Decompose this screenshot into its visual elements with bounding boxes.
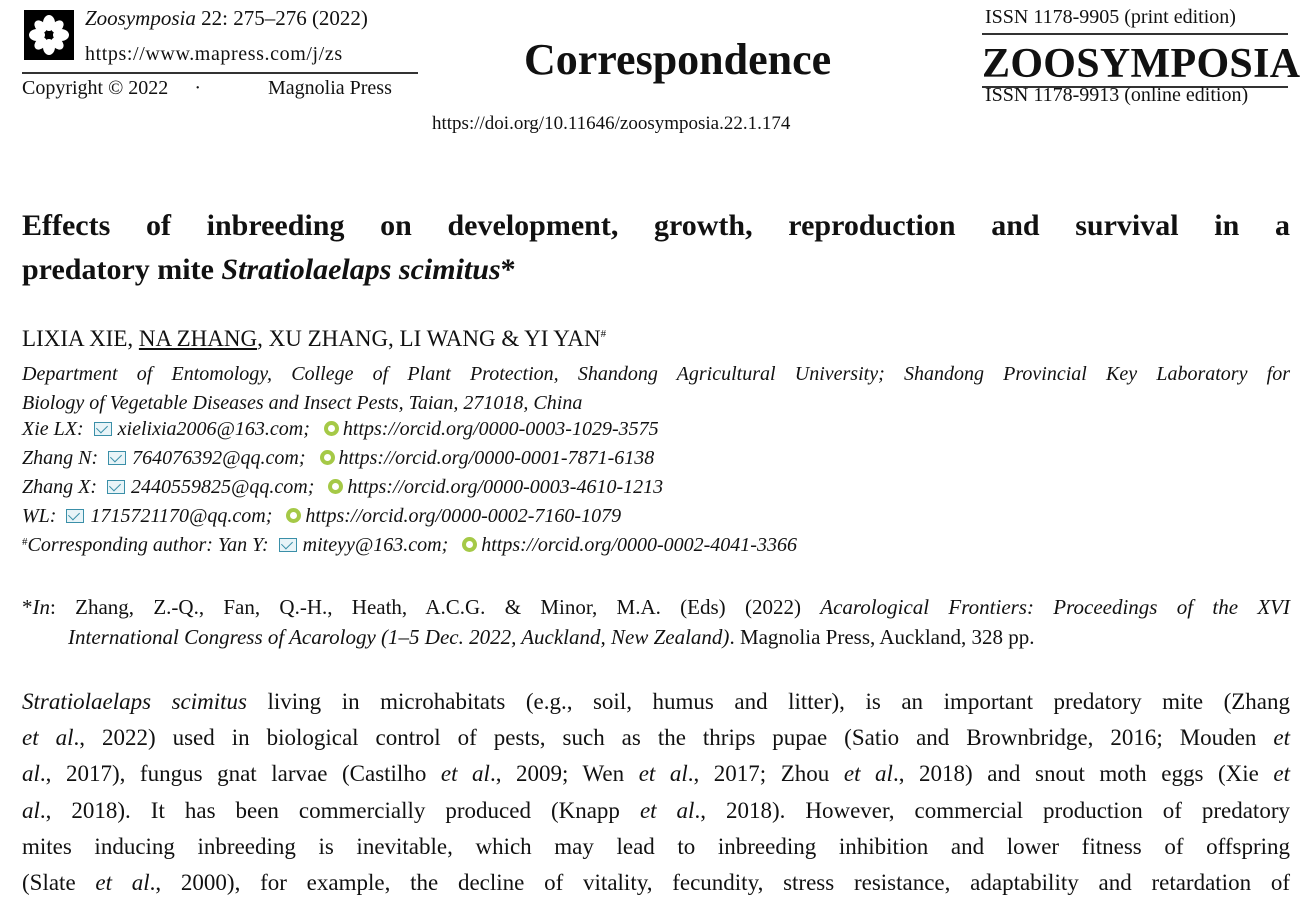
title-line-2-text: predatory mite: [22, 253, 222, 286]
authors-text-pre: LIXIA XIE,: [22, 326, 139, 351]
doi-link[interactable]: https://doi.org/10.11646/zoosymposia.22.1.174: [432, 113, 791, 134]
contact-row-corresponding: [22, 534, 797, 557]
email-icon: [94, 422, 112, 436]
contact-label: Zhang X:: [22, 476, 97, 498]
et-al: et: [1273, 725, 1290, 751]
body-line: [22, 720, 1290, 756]
header-rule-left: [22, 72, 418, 74]
journal-citation: [85, 6, 368, 31]
body-line: [22, 684, 1290, 720]
contact-label: WL:: [22, 505, 57, 527]
contact-email[interactable]: 2440559825@qq.com;: [131, 476, 315, 498]
body-paragraph: [22, 684, 1290, 901]
body-text: ., 2018) and snout moth eggs (Xie: [892, 761, 1274, 787]
footnote-publisher: . Magnolia Press, Auckland, 328 pp.: [729, 625, 1035, 649]
email-icon: [107, 480, 125, 494]
contact-row: [22, 476, 663, 499]
orcid-icon: [324, 421, 339, 436]
journal-logo: [24, 10, 74, 60]
et-al: et al: [638, 761, 688, 787]
body-line: [22, 756, 1290, 792]
section-label: Correspondence: [524, 35, 832, 84]
body-text: ., 2022) used in biological control of pests, such as the thrips pupae (Satio and Brownbridge, 2016; Mouden: [73, 725, 1274, 751]
footnote-congress: International Congress of Acarology (1–5 Dec. 2022, Auckland, New Zealand): [68, 625, 730, 649]
contact-email[interactable]: miteyy@163.com;: [302, 534, 449, 556]
article-title: [22, 204, 1290, 292]
affiliation-line-1: Department of Entomology, College of Plant Protection, Shandong Agricultural University; Shandong Provincial Key Laboratory for: [22, 363, 1290, 385]
et-al: et al: [843, 761, 893, 787]
contact-row: [22, 447, 654, 470]
orcid-icon: [320, 450, 335, 465]
affiliation-line-2: Biology of Vegetable Diseases and Insect Pests, Taian, 271018, China: [22, 392, 583, 414]
contact-orcid[interactable]: https://orcid.org/0000-0003-1029-3575: [342, 418, 659, 440]
contact-row: [22, 505, 621, 528]
title-line-1: Effects of inbreeding on development, growth, reproduction and survival in a: [22, 209, 1290, 242]
body-line: [22, 793, 1290, 829]
email-icon: [108, 451, 126, 465]
header-rule-right-top: [982, 33, 1288, 35]
proceedings-footnote: [22, 592, 1290, 652]
body-text: ., 2000), for example, the decline of vitality, fecundity, stress resistance, adaptability and retardation of: [149, 870, 1290, 896]
et-al: et al: [95, 870, 150, 896]
contact-row: [22, 418, 659, 441]
email-icon: [66, 509, 84, 523]
body-text: (Slate: [22, 870, 96, 896]
contact-label: Xie LX:: [22, 418, 84, 440]
footnote-text: Zhang, Z.-Q., Fan, Q.-H., Heath, A.C.G. & Minor, M.A. (Eds) (2022): [55, 595, 821, 619]
footnote-in-label: In: [32, 595, 50, 619]
et-al: et: [1273, 761, 1290, 787]
title-footnote-mark: *: [500, 253, 516, 286]
footnote-line-2: [22, 622, 1290, 652]
journal-brand: ZOOSYMPOSIA: [982, 41, 1300, 87]
title-line-2: [22, 248, 1290, 292]
separator-dot: ·: [194, 77, 201, 99]
body-text: living in microhabitats (e.g., soil, humus and litter), is an important predatory mite (Zhang: [246, 689, 1290, 714]
body-text: ., 2018). However, commercial production of predatory: [694, 797, 1290, 823]
footnote-colon: :: [50, 595, 56, 619]
contact-email[interactable]: 1715721170@qq.com;: [90, 505, 273, 527]
email-icon: [279, 538, 297, 552]
orcid-icon: [286, 508, 301, 523]
authors-text-post: , XU ZHANG, LI WANG & YI YAN: [257, 326, 601, 351]
footnote-proceedings-title: Acarological Frontiers: Proceedings of the XVI: [820, 595, 1290, 619]
contact-orcid[interactable]: https://orcid.org/0000-0002-4041-3366: [481, 534, 797, 556]
body-text: ., 2017), fungus gnat larvae (Castilho: [39, 761, 441, 787]
footnote-mark: *: [22, 595, 33, 619]
issn-print: ISSN 1178-9905 (print edition): [985, 6, 1236, 28]
contact-orcid[interactable]: https://orcid.org/0000-0002-7160-1079: [305, 505, 622, 527]
et-al: al: [22, 761, 40, 787]
et-al: et al: [22, 725, 74, 751]
orcid-icon: [462, 537, 477, 552]
body-line: [22, 865, 1290, 901]
author-list: [22, 326, 606, 352]
contact-email[interactable]: 764076392@qq.com;: [132, 447, 306, 469]
copyright-text: Copyright © 2022: [22, 77, 169, 99]
copyright-line: [22, 77, 227, 100]
contact-orcid[interactable]: https://orcid.org/0000-0001-7871-6138: [338, 447, 655, 469]
orcid-icon: [328, 479, 343, 494]
et-al: et al: [639, 797, 695, 823]
journal-url-link[interactable]: https://www.mapress.com/j/zs: [85, 43, 343, 65]
et-al: al: [22, 797, 40, 823]
affiliation: [22, 360, 1290, 418]
issn-online: ISSN 1178-9913 (online edition): [985, 84, 1249, 106]
body-text: mites inducing inbreeding is inevitable, which may lead to inbreeding inhibition and lower fitness of offspring: [22, 833, 1290, 859]
body-line: [22, 829, 1290, 865]
footnote-line-1: [22, 592, 1290, 622]
title-species: Stratiolaelaps scimitus: [221, 253, 501, 286]
body-text: ., 2017; Zhou: [687, 761, 844, 787]
body-text: ., 2009; Wen: [489, 761, 639, 787]
author-underlined: NA ZHANG: [138, 326, 258, 351]
publisher-name: Magnolia Press: [268, 77, 392, 99]
corresponding-mark: #: [600, 328, 607, 340]
contact-orcid[interactable]: https://orcid.org/0000-0003-4610-1213: [347, 476, 664, 498]
et-al: et al: [440, 761, 490, 787]
corresponding-mark: #: [22, 536, 28, 548]
journal-name: Zoosymposia: [85, 6, 196, 30]
contact-label: Corresponding author: Yan Y:: [27, 534, 269, 556]
flower-logo-icon: [24, 10, 74, 60]
species-name: Stratiolaelaps scimitus: [22, 689, 247, 714]
contact-label: Zhang N:: [22, 447, 99, 469]
contact-email[interactable]: xielixia2006@163.com;: [117, 418, 310, 440]
volume-pages: 22: 275–276 (2022): [201, 6, 368, 30]
body-text: ., 2018). It has been commercially produced (Knapp: [39, 797, 640, 823]
